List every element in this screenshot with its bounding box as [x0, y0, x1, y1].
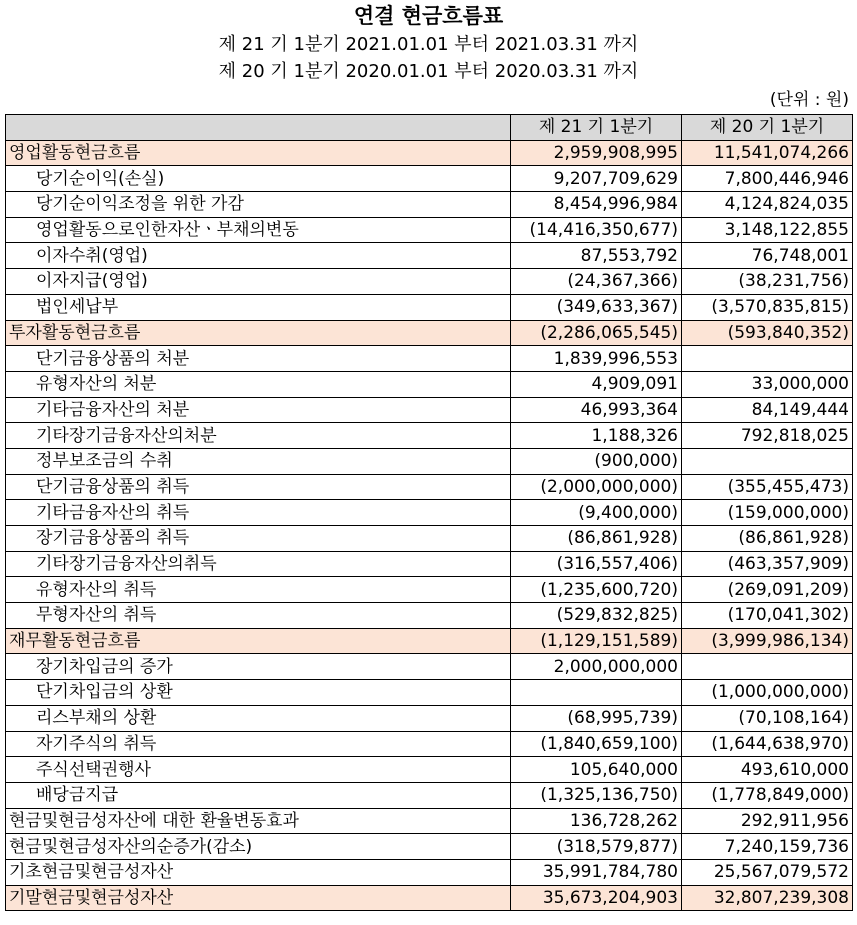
table-row: [6, 757, 853, 783]
row-previous: 7,800,446,946: [682, 166, 853, 192]
row-previous: (38,231,756): [682, 269, 853, 295]
row-current: (1,325,136,750): [511, 782, 682, 808]
table-row: [6, 294, 853, 320]
row-previous: [682, 346, 853, 372]
row-current: 4,909,091: [511, 371, 682, 397]
table-row: [6, 885, 853, 911]
header-label: [6, 115, 511, 141]
row-previous: 76,748,001: [682, 243, 853, 269]
row-previous: (159,000,000): [682, 500, 853, 526]
table-row: [6, 320, 853, 346]
row-label: 현금및현금성자산의순증가(감소): [6, 834, 511, 860]
row-current: (9,400,000): [511, 500, 682, 526]
row-previous: 7,240,159,736: [682, 834, 853, 860]
row-current: 9,207,709,629: [511, 166, 682, 192]
row-label: 유형자산의 취득: [6, 577, 511, 603]
row-label: 기타금융자산의 처분: [6, 397, 511, 423]
table-row: [6, 680, 853, 706]
row-previous: 493,610,000: [682, 757, 853, 783]
row-current: (1,840,659,100): [511, 731, 682, 757]
row-current: 105,640,000: [511, 757, 682, 783]
row-current: 35,673,204,903: [511, 885, 682, 911]
row-previous: [682, 654, 853, 680]
row-current: (2,000,000,000): [511, 474, 682, 500]
row-label: 영업활동현금흐름: [6, 140, 511, 166]
row-current: 2,959,908,995: [511, 140, 682, 166]
statement-title: 연결 현금흐름표: [353, 4, 504, 28]
table-row: [6, 243, 853, 269]
row-label: 자기주식의 취득: [6, 731, 511, 757]
row-current: (318,579,877): [511, 834, 682, 860]
period-previous: 제 20 기 1분기 2020.01.01 부터 2020.03.31 까지: [218, 61, 639, 82]
row-label: 유형자산의 처분: [6, 371, 511, 397]
row-previous: (269,091,209): [682, 577, 853, 603]
table-row: [6, 140, 853, 166]
table-row: [6, 603, 853, 629]
row-current: (1,129,151,589): [511, 628, 682, 654]
table-row: [6, 731, 853, 757]
row-current: [511, 680, 682, 706]
row-previous: (3,570,835,815): [682, 294, 853, 320]
table-row: [6, 423, 853, 449]
table-row: [6, 654, 853, 680]
row-label: 리스부채의 상환: [6, 705, 511, 731]
table-row: [6, 397, 853, 423]
row-current: 1,188,326: [511, 423, 682, 449]
row-label: 재무활동현금흐름: [6, 628, 511, 654]
row-current: (86,861,928): [511, 526, 682, 552]
row-label: 투자활동현금흐름: [6, 320, 511, 346]
row-label: 장기금융상품의 취득: [6, 526, 511, 552]
row-current: (24,367,366): [511, 269, 682, 295]
period-current: 제 21 기 1분기 2021.01.01 부터 2021.03.31 까지: [218, 34, 639, 55]
row-label: 기말현금및현금성자산: [6, 885, 511, 911]
row-label: 기타장기금융자산의처분: [6, 423, 511, 449]
row-current: (349,633,367): [511, 294, 682, 320]
row-previous: (1,644,638,970): [682, 731, 853, 757]
row-label: 배당금지급: [6, 782, 511, 808]
table-row: [6, 705, 853, 731]
row-label: 이자지급(영업): [6, 269, 511, 295]
row-previous: (1,778,849,000): [682, 782, 853, 808]
row-label: 법인세납부: [6, 294, 511, 320]
row-current: (14,416,350,677): [511, 217, 682, 243]
row-current: (1,235,600,720): [511, 577, 682, 603]
row-previous: 25,567,079,572: [682, 859, 853, 885]
row-label: 기초현금및현금성자산: [6, 859, 511, 885]
row-previous: (3,999,986,134): [682, 628, 853, 654]
row-previous: [682, 448, 853, 474]
table-row: [6, 166, 853, 192]
header-row: [6, 115, 853, 141]
row-label: 무형자산의 취득: [6, 603, 511, 629]
table-row: [6, 500, 853, 526]
row-previous: 3,148,122,855: [682, 217, 853, 243]
row-label: 단기차입금의 상환: [6, 680, 511, 706]
row-current: 8,454,996,984: [511, 192, 682, 218]
table-row: [6, 371, 853, 397]
row-previous: (1,000,000,000): [682, 680, 853, 706]
row-current: (68,995,739): [511, 705, 682, 731]
table-row: [6, 808, 853, 834]
row-label: 당기순이익조정을 위한 가감: [6, 192, 511, 218]
table-row: [6, 551, 853, 577]
table-row: [6, 782, 853, 808]
row-label: 기타금융자산의 취득: [6, 500, 511, 526]
row-current: (2,286,065,545): [511, 320, 682, 346]
table-row: [6, 217, 853, 243]
row-previous: (593,840,352): [682, 320, 853, 346]
row-previous: (355,455,473): [682, 474, 853, 500]
row-label: 장기차입금의 증가: [6, 654, 511, 680]
row-label: 기타장기금융자산의취득: [6, 551, 511, 577]
row-current: (900,000): [511, 448, 682, 474]
row-current: (529,832,825): [511, 603, 682, 629]
row-current: 46,993,364: [511, 397, 682, 423]
table-row: [6, 859, 853, 885]
header-previous: 제 20 기 1분기: [682, 115, 853, 141]
header-current: 제 21 기 1분기: [511, 115, 682, 141]
row-previous: 292,911,956: [682, 808, 853, 834]
table-row: [6, 526, 853, 552]
row-current: (316,557,406): [511, 551, 682, 577]
row-label: 영업활동으로인한자산ㆍ부채의변동: [6, 217, 511, 243]
row-previous: 11,541,074,266: [682, 140, 853, 166]
row-label: 이자수취(영업): [6, 243, 511, 269]
row-label: 주식선택권행사: [6, 757, 511, 783]
row-label: 정부보조금의 수취: [6, 448, 511, 474]
table-row: [6, 474, 853, 500]
table-row: [6, 628, 853, 654]
table-row: [6, 346, 853, 372]
table-row: [6, 834, 853, 860]
row-current: 87,553,792: [511, 243, 682, 269]
row-previous: 4,124,824,035: [682, 192, 853, 218]
table-row: [6, 269, 853, 295]
row-previous: (86,861,928): [682, 526, 853, 552]
row-current: 1,839,996,553: [511, 346, 682, 372]
row-previous: 792,818,025: [682, 423, 853, 449]
row-previous: (70,108,164): [682, 705, 853, 731]
row-previous: (170,041,302): [682, 603, 853, 629]
cash-flow-table: [5, 114, 853, 911]
row-label: 단기금융상품의 처분: [6, 346, 511, 372]
row-label: 단기금융상품의 취득: [6, 474, 511, 500]
row-previous: 84,149,444: [682, 397, 853, 423]
table-row: [6, 192, 853, 218]
row-current: 35,991,784,780: [511, 859, 682, 885]
row-label: 당기순이익(손실): [6, 166, 511, 192]
row-current: 136,728,262: [511, 808, 682, 834]
row-previous: 33,000,000: [682, 371, 853, 397]
row-previous: (463,357,909): [682, 551, 853, 577]
table-row: [6, 448, 853, 474]
row-label: 현금및현금성자산에 대한 환율변동효과: [6, 808, 511, 834]
table-row: [6, 577, 853, 603]
row-previous: 32,807,239,308: [682, 885, 853, 911]
unit-label: (단위 : 원): [769, 90, 849, 110]
row-current: 2,000,000,000: [511, 654, 682, 680]
